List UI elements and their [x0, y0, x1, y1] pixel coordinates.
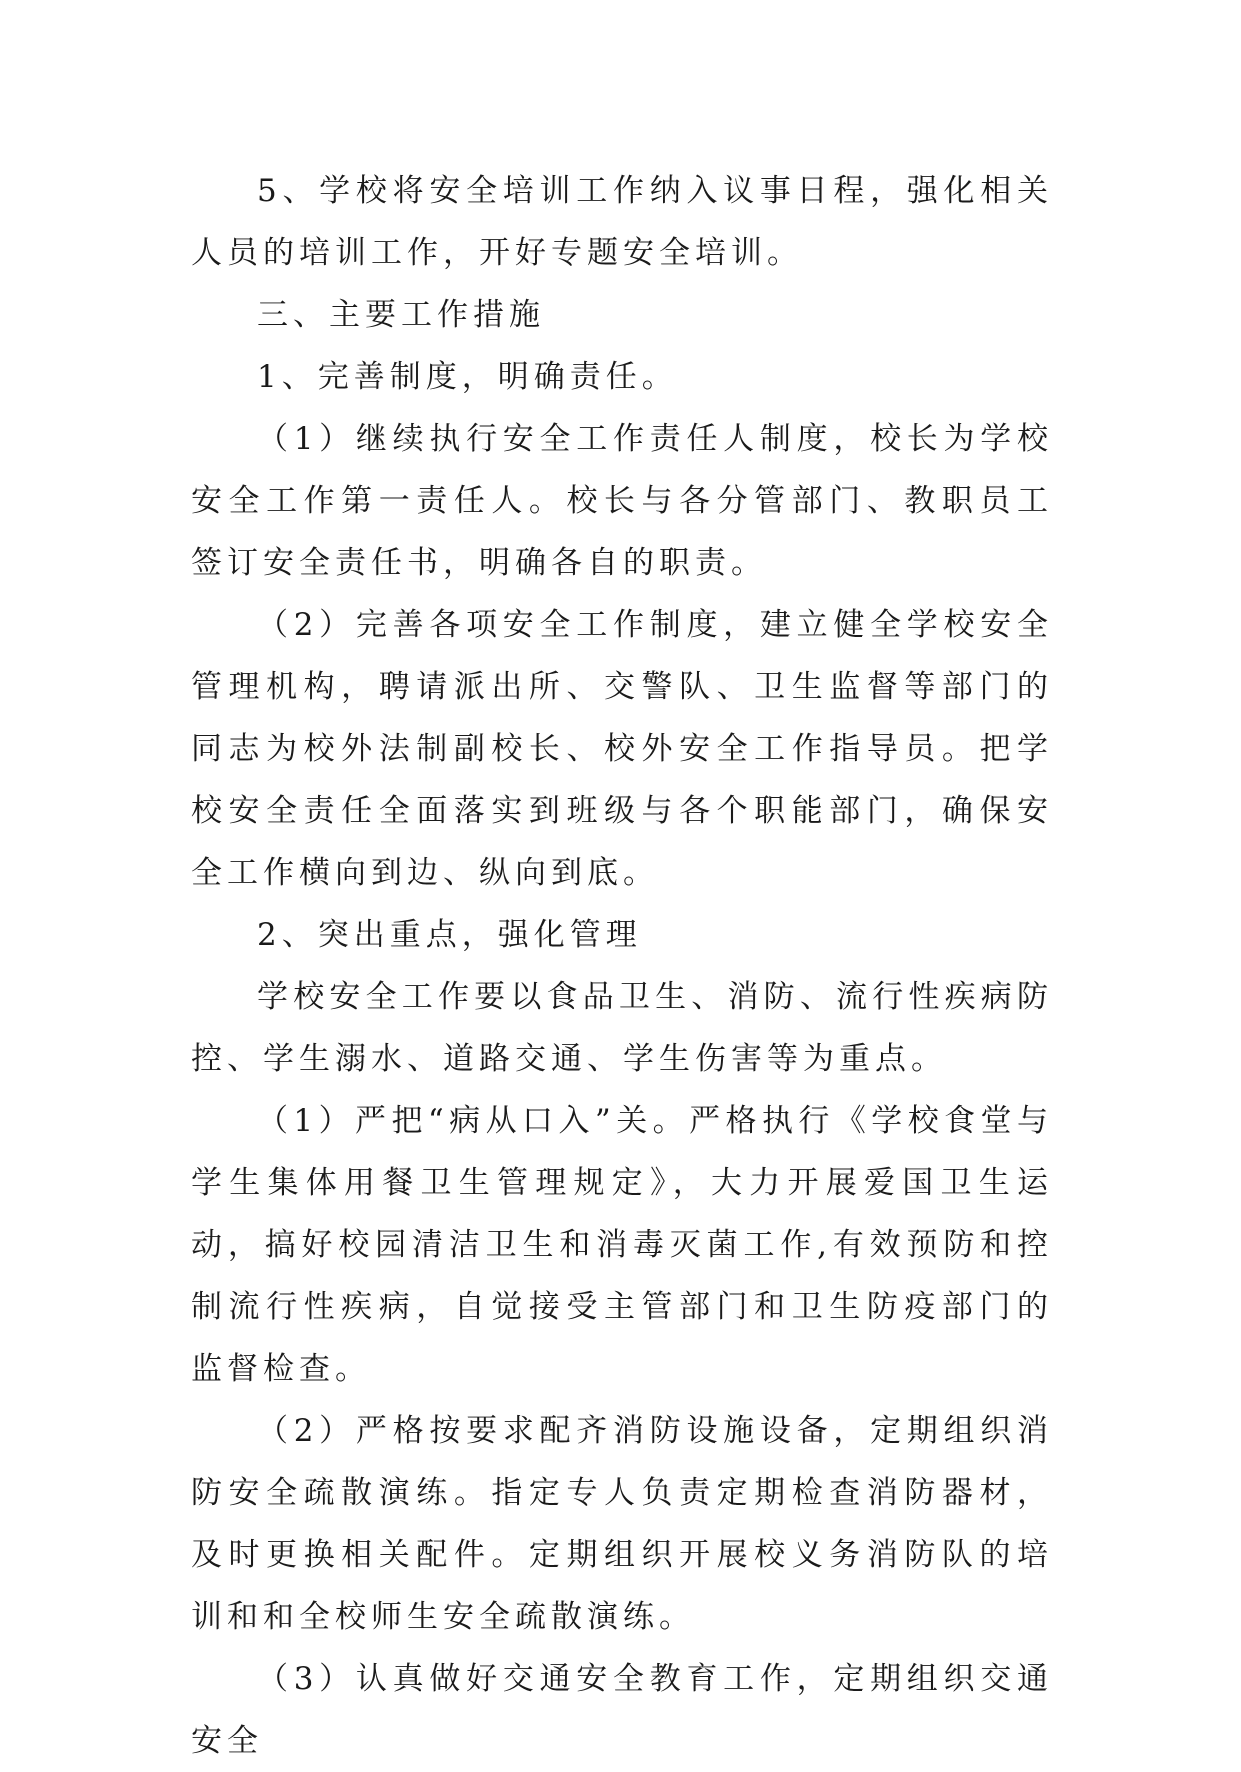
- subheading-key-management: 2、突出重点，强化管理: [257, 917, 642, 953]
- paragraph-key-points: 学校安全工作要以食品卫生、消防、流行性疾病防控、学生溺水、道路交通、学生伤害等为重点。: [191, 979, 1053, 1077]
- paragraph-fire-safety: （2）严格按要求配齐消防设施设备，定期组织消防安全疏散演练。指定专人负责定期检查消防器材，及时更换相关配件。定期组织开展校义务消防队的培训和和全校师生安全疏散演练。: [191, 1413, 1053, 1635]
- paragraph-safety-rules: （2）完善各项安全工作制度，建立健全学校安全管理机构，聘请派出所、交警队、卫生监督等部门的同志为校外法制副校长、校外安全工作指导员。把学校安全责任全面落实到班级与各个职能部门，确保安全工作横向到边、纵向到底。: [191, 607, 1053, 891]
- paragraph-responsibility-system: （1）继续执行安全工作责任人制度，校长为学校安全工作第一责任人。校长与各分管部门、教职员工签订安全责任书，明确各自的职责。: [191, 421, 1053, 581]
- paragraph-traffic-safety: （3）认真做好交通安全教育工作，定期组织交通安全: [191, 1661, 1053, 1759]
- section-heading-measures: 三、主要工作措施: [257, 297, 545, 333]
- paragraph-training: 5、学校将安全培训工作纳入议事日程，强化相关人员的培训工作，开好专题安全培训。: [191, 173, 1053, 271]
- paragraph-food-safety: （1）严把“病从口入”关。严格执行《学校食堂与学生集体用餐卫生管理规定》，大力开展爱国卫生运动，搞好校园清洁卫生和消毒灭菌工作,有效预防和控制流行性疾病，自觉接受主管部门和卫生防疫部门的监督检查。: [191, 1103, 1053, 1387]
- document-body: [191, 160, 1053, 1772]
- subheading-system-responsibility: 1、完善制度，明确责任。: [257, 359, 678, 395]
